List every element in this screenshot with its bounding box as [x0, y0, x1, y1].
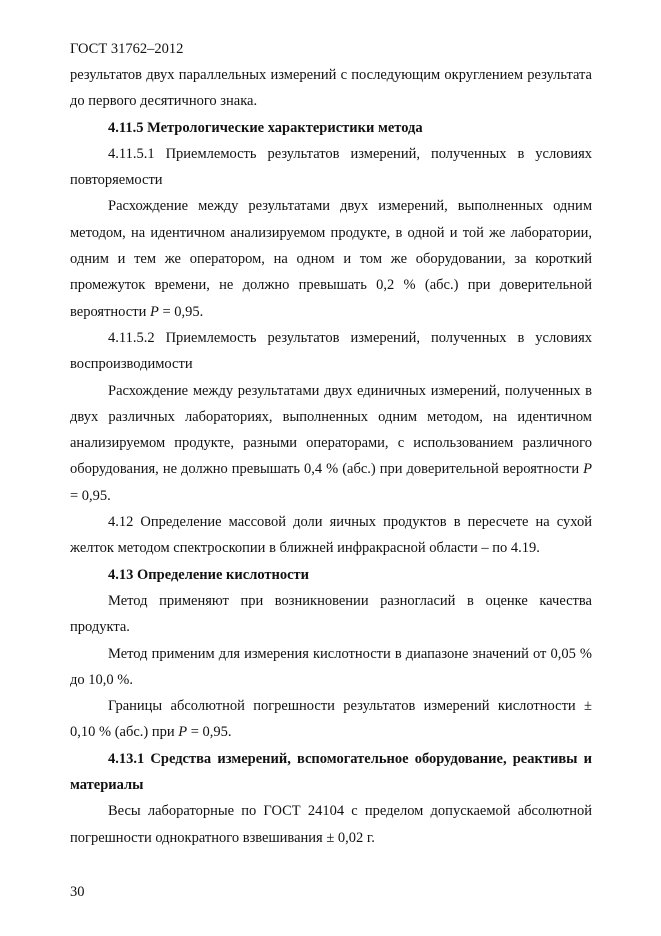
paragraph-continuation: результатов двух параллельных измерений с последующим округлением результата до первого десятичного знака. — [70, 67, 592, 110]
method-application-paragraph: Метод применяют при возникновении разногласий в оценке качества продукта. — [70, 592, 592, 636]
document-body — [70, 62, 592, 851]
clause-4-11-5-1: 4.11.5.1 Приемлемость результатов измерений, полученных в условиях повторяемости — [70, 145, 592, 189]
repeatability-paragraph — [70, 193, 592, 324]
error-limits-paragraph — [70, 693, 592, 746]
page-header: ГОСТ 31762–2012 — [70, 41, 184, 57]
paragraph-tail: = 0,95. — [158, 303, 204, 320]
reproducibility-paragraph — [70, 378, 592, 509]
method-range-paragraph: Метод применим для измерения кислотности в диапазоне значений от 0,05 % до 10,0 %. — [70, 645, 592, 688]
probability-symbol: P — [178, 724, 188, 741]
clause-4-11-5-2: 4.11.5.2 Приемлемость результатов измерений, полученных в условиях воспроизводимости — [70, 329, 592, 373]
section-heading-4-13-1: 4.13.1 Средства измерений, вспомогательное оборудование, реактивы и материалы — [70, 750, 592, 794]
section-heading-4-13: 4.13 Определение кислотности — [108, 566, 310, 583]
paragraph-tail: = 0,95. — [70, 487, 111, 504]
probability-symbol: P — [583, 461, 592, 478]
clause-4-12: 4.12 Определение массовой доли яичных продуктов в пересчете на сухой желток методом спектроскопии в ближней инфракрасной области – по 4.19. — [70, 514, 592, 557]
page-number: 30 — [70, 884, 85, 900]
paragraph-tail: = 0,95. — [187, 724, 232, 741]
probability-symbol: P — [149, 303, 159, 320]
section-heading-4-11-5: 4.11.5 Метрологические характеристики метода — [108, 119, 423, 136]
paragraph-text: Расхождение между результатами двух единичных измерений, полученных в двух различных лабораториях, выполненных одним методом, на идентичном анализируемом продукте, разными операторами, с использованием различного оборудования, не должно превышать 0,4 % (абс.) при доверительной вероятности — [70, 382, 592, 478]
scales-paragraph: Весы лабораторные по ГОСТ 24104 с пределом допускаемой абсолютной погрешности однократного взвешивания ± 0,02 г. — [70, 803, 592, 846]
paragraph-text: Границы абсолютной погрешности результатов измерений кислотности ± 0,10 % (абс.) при — [70, 698, 592, 741]
paragraph-text: Расхождение между результатами двух измерений, выполненных одним методом, на идентичном анализируемом продукте, в одной и той же лаборатории, одним и тем же оператором, на одном и том же оборудовании, за короткий промежуток времени, не должно превышать 0,2 % (абс.) при доверительной вероятности — [70, 198, 592, 320]
